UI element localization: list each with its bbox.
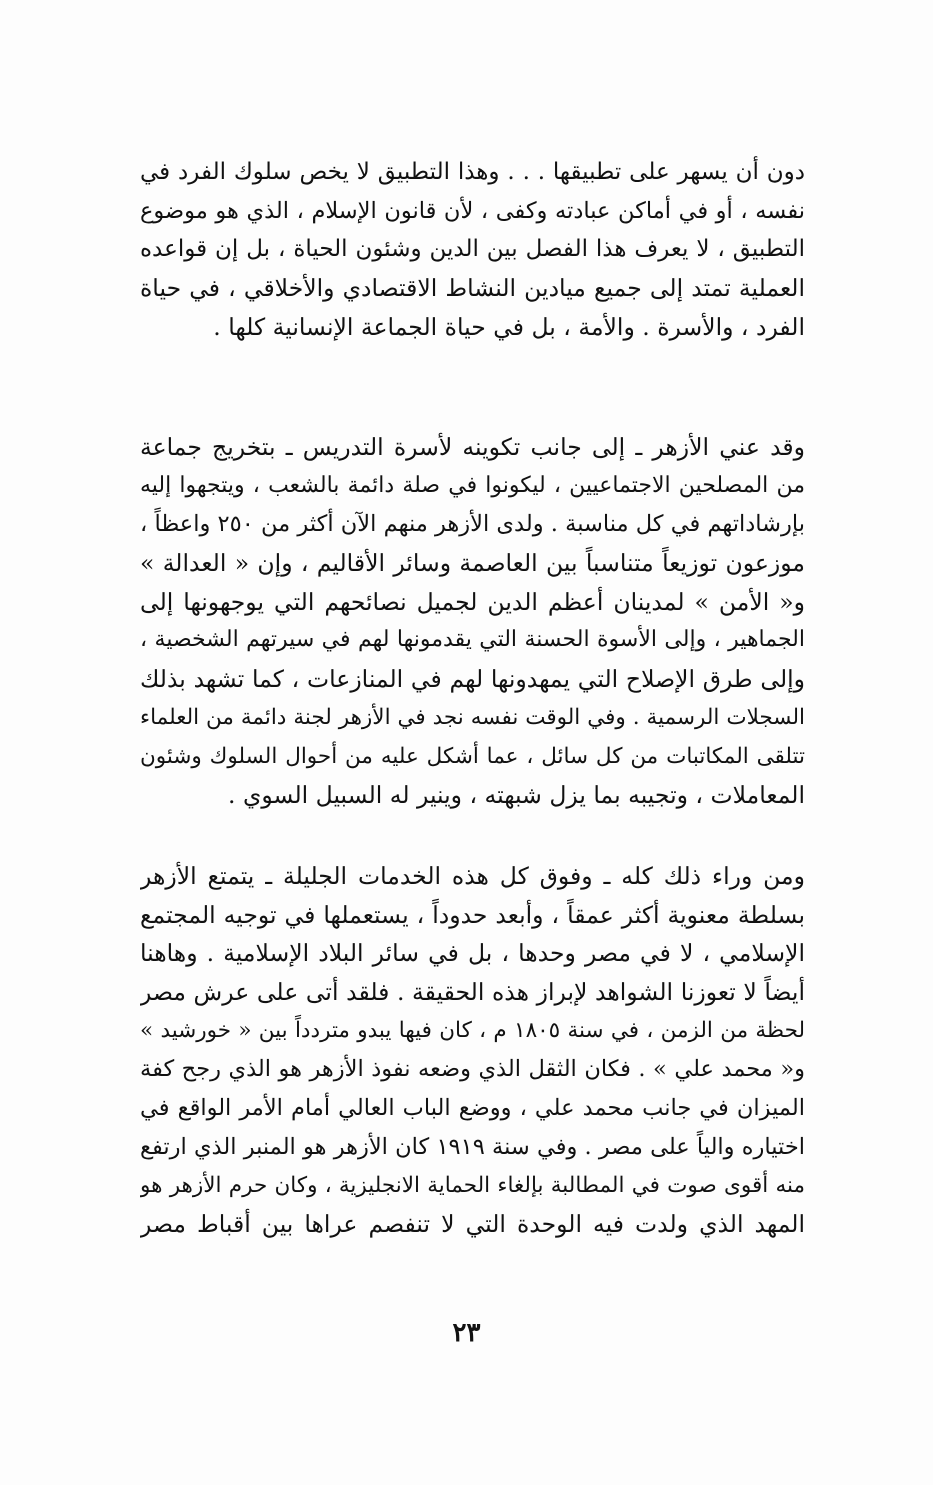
text-line: التطبيق ، لا يعرف هذا الفصل بين الدين وشئون الحياة ، بل إن قواعده xyxy=(140,236,805,263)
text-line: الإسلامي ، لا في مصر وحدها ، بل في سائر البلاد الإسلامية . وهاهنا xyxy=(140,939,805,968)
text-line: من المصلحين الاجتماعيين ، ليكونوا في صلة دائمة بالشعب ، ويتجهوا إليه xyxy=(140,472,805,498)
text-line: الفرد ، والأسرة . والأمة ، بل في حياة الجماعة الإنسانية كلها . xyxy=(213,312,805,341)
text-line: منه أقوى صوت في المطالبة بإلغاء الحماية الانجليزية ، وكان حرم الأزهر هو xyxy=(140,1172,805,1198)
text-line: الميزان في جانب محمد علي ، ووضع الباب العالي أمام الأمر الواقع في xyxy=(140,1095,805,1122)
page-number: ٢٣ xyxy=(452,1318,481,1348)
text-line: و« محمد علي » . فكان الثقل الذي وضعه نفوذ الأزهر هو الذي رجح كفة xyxy=(140,1056,805,1083)
text-line: بسلطة معنوية أكثر عمقاً ، وأبعد حدوداً ، يستعملها في توجيه المجتمع xyxy=(140,900,805,929)
text-line: بإرشاداتهم في كل مناسبة . ولدى الأزهر منهم الآن أكثر من ٢٥٠ واعظاً ، xyxy=(140,511,805,538)
paragraph-3 xyxy=(140,857,805,1244)
text-line: و« الأمن » لمدينان أعظم الدين لجميل نصائحهم التي يوجهونها إلى xyxy=(140,587,805,616)
text-line: نفسه ، أو في أماكن عبادته وكفى ، لأن قانون الإسلام ، الذي هو موضوع xyxy=(140,197,805,224)
text-line: أيضاً لا تعوزنا الشواهد لإبراز هذه الحقيقة . فلقد أتى على عرش مصر xyxy=(140,978,805,1007)
text-line: الجماهير ، وإلى الأسوة الحسنة التي يقدمونها لهم في سيرتهم الشخصية ، xyxy=(140,627,805,653)
text-line: لحظة من الزمن ، في سنة ١٨٠٥ م ، كان فيها يبدو متردداً بين « خورشيد » xyxy=(140,1017,805,1043)
text-line: المعاملات ، وتجيبه بما يزل شبهته ، وينير له السبيل السوي . xyxy=(228,781,805,810)
text-line: تتلقى المكاتبات من كل سائل ، عما أشكل عليه من أحوال السلوك وشئون xyxy=(140,743,805,769)
paragraph-1 xyxy=(140,153,805,346)
text-line: وإلى طرق الإصلاح التي يمهدونها لهم في المنازعات ، كما تشهد بذلك xyxy=(140,665,805,694)
text-line: السجلات الرسمية . وفي الوقت نفسه نجد في الأزهر لجنة دائمة من العلماء xyxy=(140,704,805,730)
paragraph-2 xyxy=(140,428,805,815)
text-line: المهد الذي ولدت فيه الوحدة التي لا تنفصم عراها بين أقباط مصر xyxy=(140,1210,805,1239)
text-line: وقد عني الأزهر ـ إلى جانب تكوينه لأسرة التدريس ـ بتخريج جماعة xyxy=(140,433,805,461)
text-line: اختياره والياً على مصر . وفي سنة ١٩١٩ كان الأزهر هو المنبر الذي ارتفع xyxy=(140,1133,805,1160)
text-line: دون أن يسهر على تطبيقها . . . وهذا التطبيق لا يخص سلوك الفرد في xyxy=(140,159,805,185)
text-line: ومن وراء ذلك كله ـ وفوق كل هذه الخدمات الجليلة ـ يتمتع الأزهر xyxy=(140,862,805,890)
text-line: العملية تمتد إلى جميع ميادين النشاط الاقتصادي والأخلاقي ، في حياة xyxy=(140,274,805,303)
text-line: موزعون توزيعاً متناسباً بين العاصمة وسائر الأقاليم ، وإن « العدالة » xyxy=(140,549,805,578)
